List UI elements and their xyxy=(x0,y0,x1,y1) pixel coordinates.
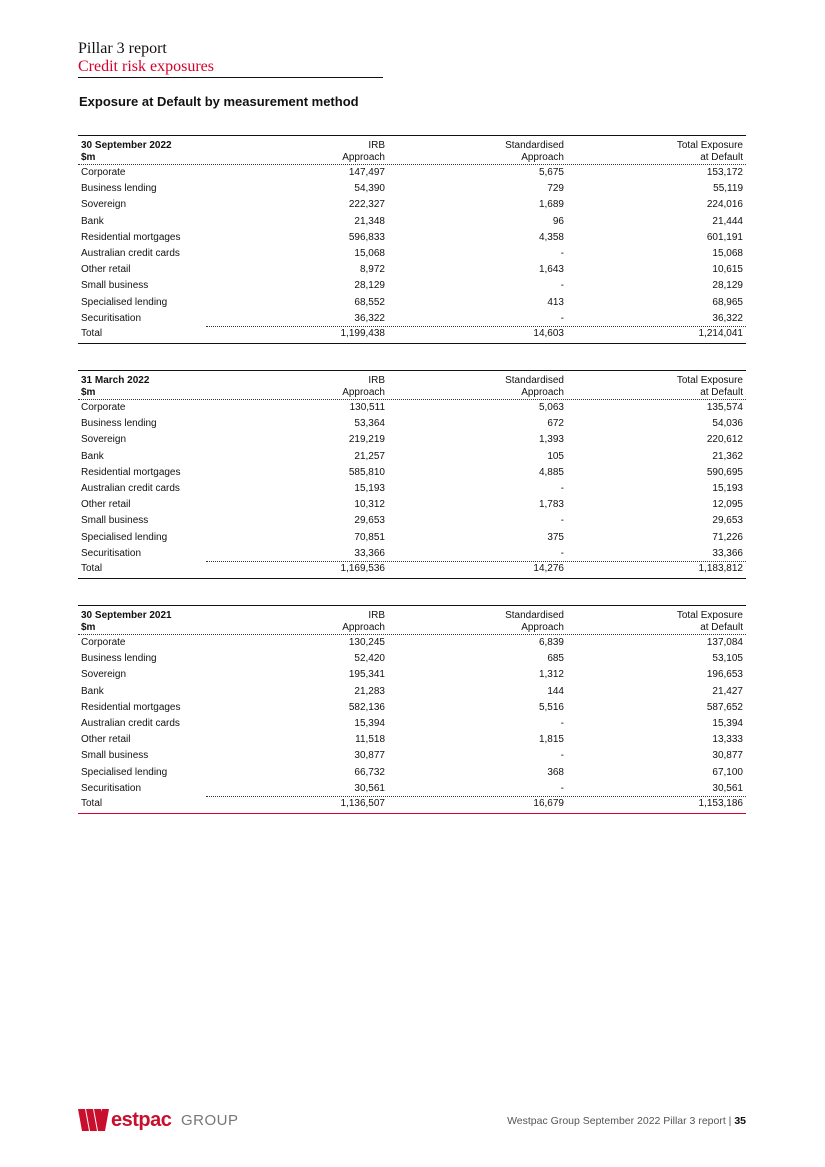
table-row xyxy=(78,716,746,732)
standardised-value: 144 xyxy=(547,685,564,697)
irb-value: 585,810 xyxy=(348,466,385,478)
table-row xyxy=(78,651,746,667)
logo-group-text: GROUP xyxy=(181,1112,239,1129)
row-label: Other retail xyxy=(81,734,131,746)
table-row xyxy=(78,400,746,416)
standardised-value: 5,675 xyxy=(538,167,564,178)
section-heading: Exposure at Default by measurement method xyxy=(79,94,359,109)
standardised-value: 729 xyxy=(547,183,564,195)
footer-caption xyxy=(507,1115,746,1127)
total-value: 53,105 xyxy=(712,653,743,665)
total-row xyxy=(78,562,746,579)
total-value: 67,100 xyxy=(712,766,743,778)
exposure-table xyxy=(78,370,746,579)
irb-value: 21,257 xyxy=(354,450,385,462)
total-value: 36,322 xyxy=(712,312,743,324)
irb-total: 1,199,438 xyxy=(340,327,385,339)
total-label: Total xyxy=(81,327,103,339)
row-label: Specialised lending xyxy=(81,531,168,543)
table-row xyxy=(78,246,746,262)
irb-total: 1,136,507 xyxy=(340,797,385,809)
grand-total: 1,153,186 xyxy=(698,797,743,809)
irb-value: 147,497 xyxy=(348,167,385,178)
total-value: 71,226 xyxy=(712,531,743,543)
standardised-total: 14,276 xyxy=(533,562,564,574)
total-value: 220,612 xyxy=(706,434,743,446)
exposure-table xyxy=(78,135,746,344)
total-value: 135,574 xyxy=(706,402,743,413)
table-row xyxy=(78,732,746,748)
table-row xyxy=(78,165,746,181)
irb-header: IRB xyxy=(368,140,385,151)
row-label: Bank xyxy=(81,215,104,227)
row-label: Other retail xyxy=(81,499,131,511)
standardised-value: - xyxy=(560,515,564,527)
standardised-value: 6,839 xyxy=(538,637,564,648)
row-label: Australian credit cards xyxy=(81,247,180,259)
irb-value: 8,972 xyxy=(359,264,385,276)
logo-wordmark: estpac xyxy=(111,1109,172,1131)
total-value: 21,427 xyxy=(712,685,743,697)
standardised-header-sub: Approach xyxy=(521,152,564,163)
unit-label: $m xyxy=(81,387,96,398)
table-row xyxy=(78,416,746,432)
irb-value: 11,518 xyxy=(355,734,385,746)
row-label: Australian credit cards xyxy=(81,717,180,729)
period-label: 30 September 2021 xyxy=(81,610,172,621)
report-subtitle: Credit risk exposures xyxy=(78,58,383,78)
standardised-header: Standardised xyxy=(505,375,564,386)
row-label: Sovereign xyxy=(81,434,127,446)
total-value: 29,653 xyxy=(712,515,743,527)
total-value: 15,394 xyxy=(712,717,743,729)
total-exposure-header-sub: at Default xyxy=(700,387,743,398)
table-row xyxy=(78,497,746,513)
irb-header-sub: Approach xyxy=(342,622,385,633)
standardised-value: 1,312 xyxy=(538,669,564,681)
table-row xyxy=(78,667,746,683)
row-label: Corporate xyxy=(81,402,126,413)
row-label: Sovereign xyxy=(81,669,127,681)
total-value: 21,444 xyxy=(712,215,743,227)
standardised-value: - xyxy=(560,482,564,494)
row-label: Small business xyxy=(81,515,149,527)
row-label: Specialised lending xyxy=(81,296,168,308)
report-header xyxy=(78,40,383,78)
table-row xyxy=(78,481,746,497)
total-exposure-header-sub: at Default xyxy=(700,622,743,633)
row-label: Residential mortgages xyxy=(81,466,181,478)
table-header xyxy=(78,135,746,165)
row-label: Small business xyxy=(81,750,149,762)
footer-caption-text: Westpac Group September 2022 Pillar 3 report | xyxy=(507,1115,735,1127)
standardised-value: 4,358 xyxy=(538,231,564,243)
total-value: 68,965 xyxy=(712,296,743,308)
period-label: 31 March 2022 xyxy=(81,375,150,386)
row-label: Business lending xyxy=(81,183,157,195)
standardised-header: Standardised xyxy=(505,140,564,151)
period-label: 30 September 2022 xyxy=(81,140,172,151)
page-number: 35 xyxy=(734,1115,746,1127)
total-exposure-header: Total Exposure xyxy=(676,140,743,151)
total-value: 28,129 xyxy=(712,280,743,292)
standardised-value: 1,393 xyxy=(538,434,564,446)
unit-label: $m xyxy=(81,152,96,163)
table-header xyxy=(78,605,746,635)
irb-value: 15,394 xyxy=(354,717,385,729)
irb-value: 195,341 xyxy=(348,669,385,681)
total-value: 33,366 xyxy=(712,547,743,559)
standardised-value: - xyxy=(560,717,564,729)
standardised-value: 96 xyxy=(552,215,564,227)
irb-value: 70,851 xyxy=(354,531,385,543)
irb-value: 33,366 xyxy=(354,547,385,559)
standardised-value: 1,783 xyxy=(538,499,564,511)
row-label: Residential mortgages xyxy=(81,231,181,243)
standardised-value: 1,815 xyxy=(538,734,564,746)
westpac-w-icon xyxy=(78,1109,112,1131)
standardised-header: Standardised xyxy=(505,610,564,621)
irb-value: 582,136 xyxy=(348,701,385,713)
irb-value: 29,653 xyxy=(354,515,385,527)
row-label: Business lending xyxy=(81,653,157,665)
table-header xyxy=(78,370,746,400)
row-label: Small business xyxy=(81,280,149,292)
irb-value: 21,348 xyxy=(354,215,385,227)
standardised-value: 1,643 xyxy=(538,264,564,276)
table-row xyxy=(78,465,746,481)
irb-value: 596,833 xyxy=(348,231,385,243)
total-value: 15,068 xyxy=(712,247,743,259)
subtotal-divider xyxy=(206,796,746,797)
report-title: Pillar 3 report xyxy=(78,40,167,57)
row-label: Securitisation xyxy=(81,312,142,324)
total-label: Total xyxy=(81,797,103,809)
total-value: 601,191 xyxy=(706,231,743,243)
subtotal-divider xyxy=(206,561,746,562)
table-row xyxy=(78,449,746,465)
row-label: Residential mortgages xyxy=(81,701,181,713)
row-label: Australian credit cards xyxy=(81,482,180,494)
subtotal-divider xyxy=(206,326,746,327)
total-exposure-header: Total Exposure xyxy=(676,375,743,386)
total-value: 15,193 xyxy=(712,482,743,494)
irb-value: 52,420 xyxy=(354,653,385,665)
row-label: Corporate xyxy=(81,637,126,648)
total-value: 21,362 xyxy=(712,450,743,462)
standardised-value: - xyxy=(560,312,564,324)
irb-value: 15,193 xyxy=(354,482,385,494)
total-value: 12,095 xyxy=(712,499,743,511)
row-label: Securitisation xyxy=(81,782,142,794)
table-row xyxy=(78,765,746,781)
total-value: 13,333 xyxy=(712,734,743,746)
irb-header-sub: Approach xyxy=(342,152,385,163)
row-label: Other retail xyxy=(81,264,131,276)
total-exposure-header: Total Exposure xyxy=(676,610,743,621)
total-row xyxy=(78,327,746,344)
total-value: 590,695 xyxy=(706,466,743,478)
total-value: 10,615 xyxy=(712,264,743,276)
row-label: Corporate xyxy=(81,167,126,178)
total-value: 153,172 xyxy=(706,167,743,178)
westpac-group-logo xyxy=(78,1105,268,1139)
standardised-value: 685 xyxy=(547,653,564,665)
irb-header: IRB xyxy=(368,375,385,386)
irb-header-sub: Approach xyxy=(342,387,385,398)
standardised-value: 375 xyxy=(547,531,564,543)
standardised-value: 1,689 xyxy=(538,199,564,211)
table-row xyxy=(78,546,746,562)
standardised-value: 4,885 xyxy=(538,466,564,478)
table-row xyxy=(78,781,746,797)
irb-header: IRB xyxy=(368,610,385,621)
irb-value: 66,732 xyxy=(354,766,385,778)
total-exposure-header-sub: at Default xyxy=(700,152,743,163)
table-row xyxy=(78,635,746,651)
table-row xyxy=(78,197,746,213)
row-label: Bank xyxy=(81,685,104,697)
grand-total: 1,183,812 xyxy=(698,562,743,574)
row-label: Specialised lending xyxy=(81,766,168,778)
standardised-value: - xyxy=(560,782,564,794)
table-row xyxy=(78,278,746,294)
unit-label: $m xyxy=(81,622,96,633)
row-label: Securitisation xyxy=(81,547,142,559)
total-label: Total xyxy=(81,562,103,574)
row-label: Business lending xyxy=(81,418,157,430)
standardised-value: - xyxy=(560,750,564,762)
table-row xyxy=(78,311,746,327)
total-value: 54,036 xyxy=(712,418,743,430)
table-row xyxy=(78,700,746,716)
total-value: 587,652 xyxy=(706,701,743,713)
standardised-value: 105 xyxy=(547,450,564,462)
standardised-value: 5,516 xyxy=(538,701,564,713)
table-row xyxy=(78,214,746,230)
irb-value: 222,327 xyxy=(348,199,385,211)
standardised-value: 368 xyxy=(547,766,564,778)
standardised-total: 16,679 xyxy=(533,797,564,809)
table-row xyxy=(78,295,746,311)
irb-value: 53,364 xyxy=(354,418,385,430)
table-row xyxy=(78,262,746,278)
standardised-value: - xyxy=(560,547,564,559)
total-value: 30,561 xyxy=(712,782,743,794)
table-row xyxy=(78,513,746,529)
standardised-value: - xyxy=(560,280,564,292)
total-value: 224,016 xyxy=(706,199,743,211)
total-value: 55,119 xyxy=(713,183,743,195)
standardised-value: 413 xyxy=(547,296,564,308)
irb-value: 54,390 xyxy=(354,183,385,195)
irb-value: 219,219 xyxy=(348,434,385,446)
grand-total: 1,214,041 xyxy=(698,327,743,339)
table-row xyxy=(78,684,746,700)
row-label: Sovereign xyxy=(81,199,127,211)
standardised-header-sub: Approach xyxy=(521,622,564,633)
irb-total: 1,169,536 xyxy=(340,562,385,574)
table-row xyxy=(78,432,746,448)
total-value: 137,084 xyxy=(706,637,743,648)
row-label: Bank xyxy=(81,450,104,462)
table-row xyxy=(78,181,746,197)
standardised-header-sub: Approach xyxy=(521,387,564,398)
total-row xyxy=(78,797,746,814)
irb-value: 15,068 xyxy=(354,247,385,259)
irb-value: 36,322 xyxy=(354,312,385,324)
table-row xyxy=(78,748,746,764)
table-row xyxy=(78,530,746,546)
standardised-value: 672 xyxy=(547,418,564,430)
total-value: 30,877 xyxy=(712,750,743,762)
irb-value: 28,129 xyxy=(354,280,385,292)
irb-value: 21,283 xyxy=(354,685,385,697)
irb-value: 130,245 xyxy=(348,637,385,648)
standardised-value: - xyxy=(560,247,564,259)
irb-value: 30,561 xyxy=(354,782,385,794)
irb-value: 130,511 xyxy=(349,402,385,413)
exposure-table xyxy=(78,605,746,814)
irb-value: 10,312 xyxy=(354,499,385,511)
irb-value: 30,877 xyxy=(354,750,385,762)
total-value: 196,653 xyxy=(706,669,743,681)
standardised-value: 5,063 xyxy=(538,402,564,413)
table-row xyxy=(78,230,746,246)
standardised-total: 14,603 xyxy=(533,327,564,339)
irb-value: 68,552 xyxy=(354,296,385,308)
